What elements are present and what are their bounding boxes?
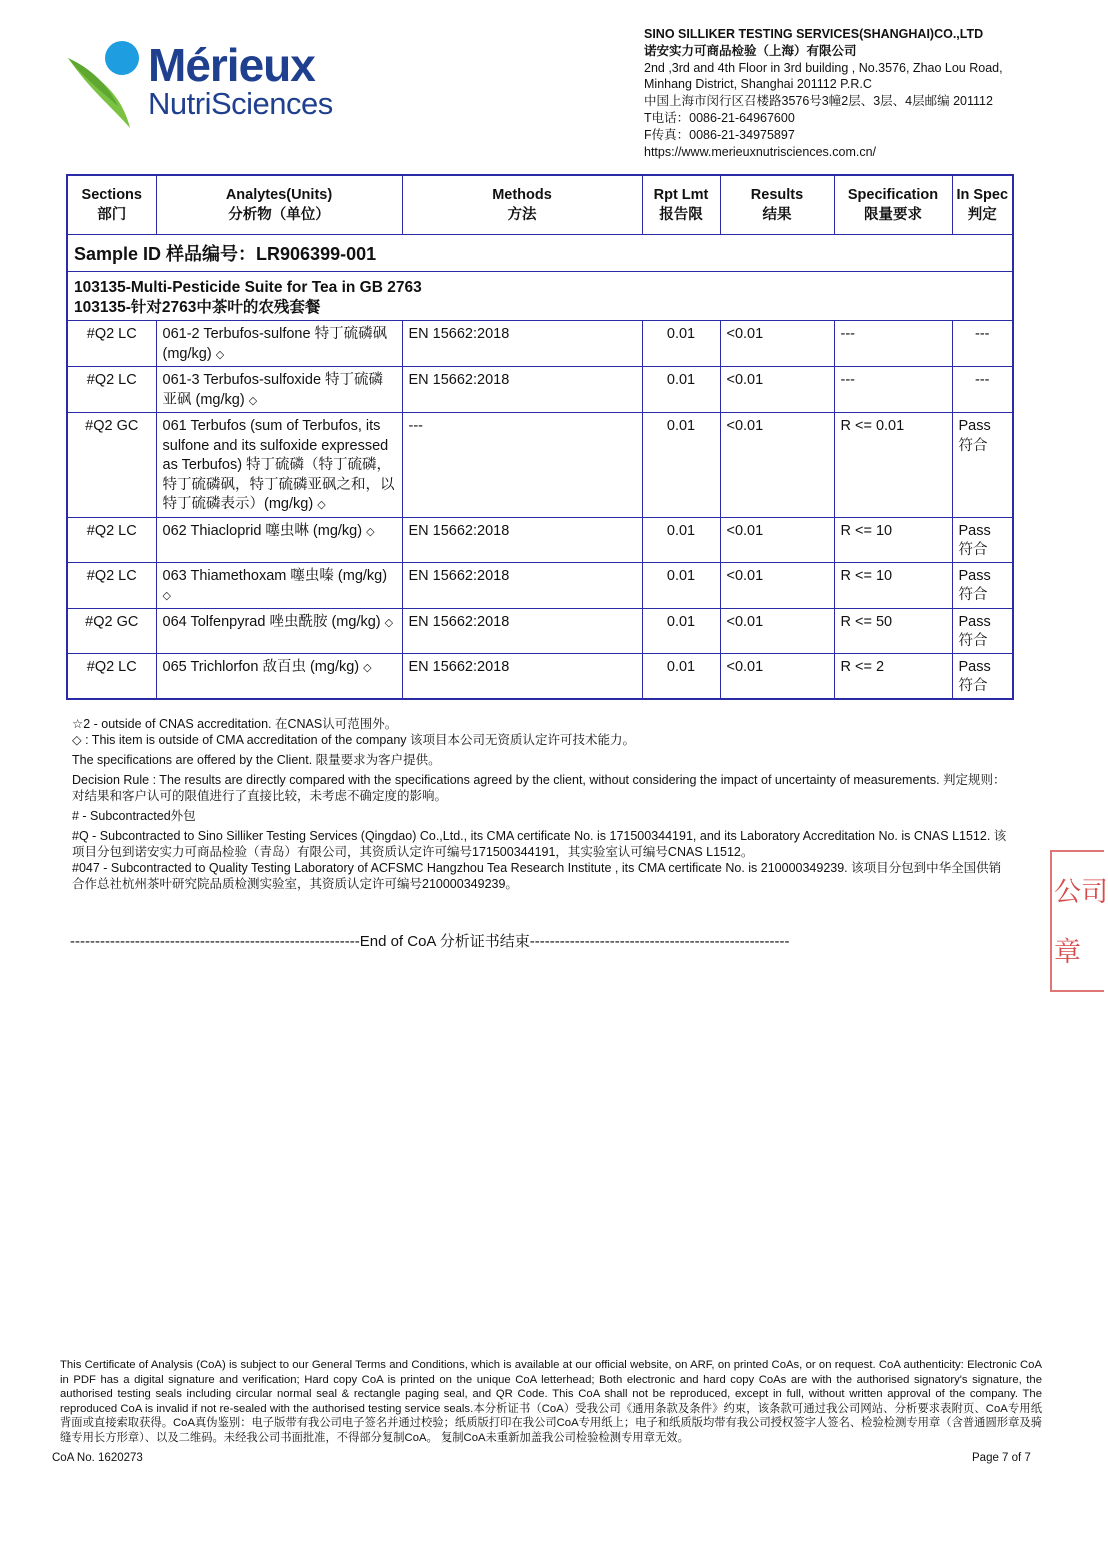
cell-method: --- xyxy=(402,413,642,518)
header-in-spec: In Spec 判定 xyxy=(952,175,1013,235)
cell-rpt: 0.01 xyxy=(642,653,720,699)
table-row xyxy=(67,367,1013,413)
website-link[interactable]: https://www.merieuxnutrisciences.com.cn/ xyxy=(644,144,877,159)
cell-inspec: --- xyxy=(952,367,1013,413)
cell-inspec: Pass 符合 xyxy=(952,608,1013,653)
suite-title: 103135-Multi-Pesticide Suite for Tea in GB 2763 103135-针对2763中茶叶的农残套餐 xyxy=(67,272,1013,321)
cell-section: #Q2 LC xyxy=(67,517,156,562)
diamond-icon: ◇ xyxy=(162,590,171,602)
cell-spec: R <= 10 xyxy=(834,517,952,562)
cell-section: #Q2 LC xyxy=(67,367,156,413)
cell-inspec: Pass 符合 xyxy=(952,653,1013,699)
cell-analyte: 062 Thiacloprid 噻虫啉 (mg/kg) ◇ xyxy=(156,517,402,562)
cell-result: <0.01 xyxy=(720,562,834,608)
cell-analyte: 061-2 Terbufos-sulfone 特丁硫磷砜 (mg/kg) ◇ xyxy=(156,321,402,367)
page-number: Page 7 of 7 xyxy=(972,1452,1031,1464)
diamond-icon: ◇ xyxy=(384,616,394,629)
cell-method: EN 15662:2018 xyxy=(402,321,642,367)
header-results: Results 结果 xyxy=(720,175,834,235)
note-subcontracted: # - Subcontracted外包 xyxy=(72,809,196,823)
cell-inspec: --- xyxy=(952,321,1013,367)
footer-terms: This Certificate of Analysis (CoA) is subject to our General Terms and Conditions, which is available at our official website, on ARF, on printed CoAs, or on request. CoA authenticity: Electronic CoA in PDF has a digital signature and verification; Hard copy CoA is printed on the unique CoA letterhead; Both electronic and hard copy CoAs are with the authorised signatory's signature, the authorised testing seals including circular normal seal & rectangle paging seal, and QR Code. This CoA shall not be reproduced, except in full, without written approval of the company. The reproduced CoA is invalid if not re-sealed with the authorised testing service seals.本分析证书（CoA）受我公司《通用条款及条件》约束，该条款可通过我公司网站、分析要求表附页、CoA专用纸背面或直接索取获得。CoA真伪鉴别：电子版带有我公司电子签名并通过校验；纸质版打印在我公司CoA专用纸上；电子和纸质版均带有我公司授权签字人签名、检验检测专用章（含普通圆形章及骑缝专用长方形章）、以及二维码。未经我公司书面批准，不得部分复制CoA。 复制CoA未重新加盖我公司检验检测专用章无效。 xyxy=(60,1359,1042,1444)
cell-result: <0.01 xyxy=(720,653,834,699)
address-line-2: Minhang District, Shanghai 201112 P.R.C xyxy=(644,77,872,92)
table-row xyxy=(67,562,1013,608)
cell-section: #Q2 GC xyxy=(67,608,156,653)
company-logo xyxy=(66,36,341,128)
sample-id: Sample ID 样品编号：LR906399-001 xyxy=(67,235,1013,272)
suite-row xyxy=(67,272,1013,321)
logo-text-nutrisciences: NutriSciences xyxy=(148,86,333,121)
cell-section: #Q2 LC xyxy=(67,653,156,699)
cell-spec: R <= 2 xyxy=(834,653,952,699)
note-cma: ◇ : This item is outside of CMA accreditation of the company 该项目本公司无资质认定许可技术能力。 xyxy=(72,733,636,747)
company-name-en: SINO SILLIKER TESTING SERVICES(SHANGHAI)CO.,LTD xyxy=(644,27,984,41)
logo-text-merieux: Mérieux xyxy=(148,39,315,91)
dash-left: ---------------------------------------------------------- xyxy=(70,933,360,950)
cell-spec: --- xyxy=(834,367,952,413)
cell-result: <0.01 xyxy=(720,321,834,367)
note-decision-rule: Decision Rule : The results are directly compared with the specifications agreed by the client, without considering the impact of uncertainty of measurements. 判定规则：对结果和客户认可的限值进行了直接比较，未考虑不确定度的影响。 xyxy=(72,773,1006,803)
cell-inspec: Pass 符合 xyxy=(952,413,1013,518)
cell-analyte: 061 Terbufos (sum of Terbufos, its sulfone and its sulfoxide expressed as Terbufos) 特丁硫磷（特丁硫磷，特丁硫磷砜，特丁硫磷亚砜之和，以特丁硫磷表示）(mg/kg) ◇ xyxy=(156,413,402,518)
table-header-row xyxy=(67,175,1013,235)
cell-section: #Q2 LC xyxy=(67,562,156,608)
coa-number: CoA No. 1620273 xyxy=(52,1452,143,1464)
cell-rpt: 0.01 xyxy=(642,517,720,562)
cell-method: EN 15662:2018 xyxy=(402,653,642,699)
end-of-coa-text: End of CoA 分析证书结束 xyxy=(359,933,530,950)
cell-spec: R <= 50 xyxy=(834,608,952,653)
cell-rpt: 0.01 xyxy=(642,608,720,653)
address-line-cn: 中国上海市闵行区召楼路3576号3幢2层、3层、4层邮编 201112 xyxy=(644,94,993,109)
paging-seal-stamp xyxy=(1050,850,1108,992)
header-rpt-lmt: Rpt Lmt 报告限 xyxy=(642,175,720,235)
cell-inspec: Pass 符合 xyxy=(952,517,1013,562)
diamond-icon: ◇ xyxy=(366,525,375,538)
cell-analyte: 064 Tolfenpyrad 唑虫酰胺 (mg/kg) ◇ xyxy=(156,608,402,653)
table-row xyxy=(67,653,1013,699)
notes-block xyxy=(72,716,1012,892)
stamp-text-top: 公司 xyxy=(1054,877,1108,908)
cell-analyte: 065 Trichlorfon 敌百虫 (mg/kg) ◇ xyxy=(156,653,402,699)
cell-result: <0.01 xyxy=(720,517,834,562)
table-row xyxy=(67,413,1013,518)
cell-inspec: Pass 符合 xyxy=(952,562,1013,608)
cell-rpt: 0.01 xyxy=(642,367,720,413)
diamond-icon: ◇ xyxy=(215,348,225,361)
results-table xyxy=(66,174,1014,700)
cell-rpt: 0.01 xyxy=(642,321,720,367)
diamond-icon: ◇ xyxy=(363,661,372,674)
cell-method: EN 15662:2018 xyxy=(402,517,642,562)
cell-rpt: 0.01 xyxy=(642,413,720,518)
cell-spec: R <= 10 xyxy=(834,562,952,608)
cell-result: <0.01 xyxy=(720,367,834,413)
cell-analyte: 061-3 Terbufos-sulfoxide 特丁硫磷亚砜 (mg/kg) ◇ xyxy=(156,367,402,413)
diamond-icon: ◇ xyxy=(317,499,326,511)
cell-section: #Q2 GC xyxy=(67,413,156,518)
diamond-icon: ◇ xyxy=(248,394,258,407)
header-specification: Specification 限量要求 xyxy=(834,175,952,235)
cell-method: EN 15662:2018 xyxy=(402,562,642,608)
leaf-logo-icon xyxy=(66,36,156,128)
cell-spec: R <= 0.01 xyxy=(834,413,952,518)
table-row xyxy=(67,321,1013,367)
telephone: T电话：0086-21-64967600 xyxy=(644,110,795,125)
cell-result: <0.01 xyxy=(720,413,834,518)
cell-section: #Q2 LC xyxy=(67,321,156,367)
table-row xyxy=(67,608,1013,653)
cell-method: EN 15662:2018 xyxy=(402,367,642,413)
end-of-coa-line xyxy=(70,930,1030,951)
header-analytes: Analytes(Units) 分析物（单位） xyxy=(156,175,402,235)
cell-rpt: 0.01 xyxy=(642,562,720,608)
company-name-cn: 诺安实力可商品检验（上海）有限公司 xyxy=(644,43,857,58)
fax: F传真：0086-21-34975897 xyxy=(644,127,795,142)
table-row xyxy=(67,517,1013,562)
cell-result: <0.01 xyxy=(720,608,834,653)
sample-id-row xyxy=(67,235,1013,272)
note-specifications: The specifications are offered by the Client. 限量要求为客户提供。 xyxy=(72,753,441,767)
header-sections: Sections 部门 xyxy=(67,175,156,235)
stamp-text-bottom: 章 xyxy=(1054,937,1081,968)
note-subcontract-qingdao: #Q - Subcontracted to Sino Silliker Testing Services (Qingdao) Co.,Ltd., its CMA certificate No. is 171500344191, and its Laboratory Accreditation No. is CNAS L1512. 该项目分包到诺安实力可商品检验（青岛）有限公司，其资质认定许可编号171500344191，其实验室认可编号CNAS L1512。 xyxy=(72,829,1007,859)
note-cnas: ☆2 - outside of CNAS accreditation. 在CNAS认可范围外。 xyxy=(72,717,398,731)
dash-right: ---------------------------------------------------- xyxy=(529,933,790,950)
cell-spec: --- xyxy=(834,321,952,367)
cell-method: EN 15662:2018 xyxy=(402,608,642,653)
cell-analyte: 063 Thiamethoxam 噻虫嗪 (mg/kg) ◇ xyxy=(156,562,402,608)
address-line-1: 2nd ,3rd and 4th Floor in 3rd building , No.3576, Zhao Lou Road, xyxy=(644,60,1003,75)
company-address-block xyxy=(644,26,1003,160)
note-subcontract-hangzhou: #047 - Subcontracted to Quality Testing Laboratory of ACFSMC Hangzhou Tea Research Institute , its CMA certificate No. is 210000349239. 该项目分包到中华全国供销合作总社杭州茶叶研究院品质检测实验室，其资质认定许可编号210000349239。 xyxy=(72,861,1002,891)
header-methods: Methods 方法 xyxy=(402,175,642,235)
